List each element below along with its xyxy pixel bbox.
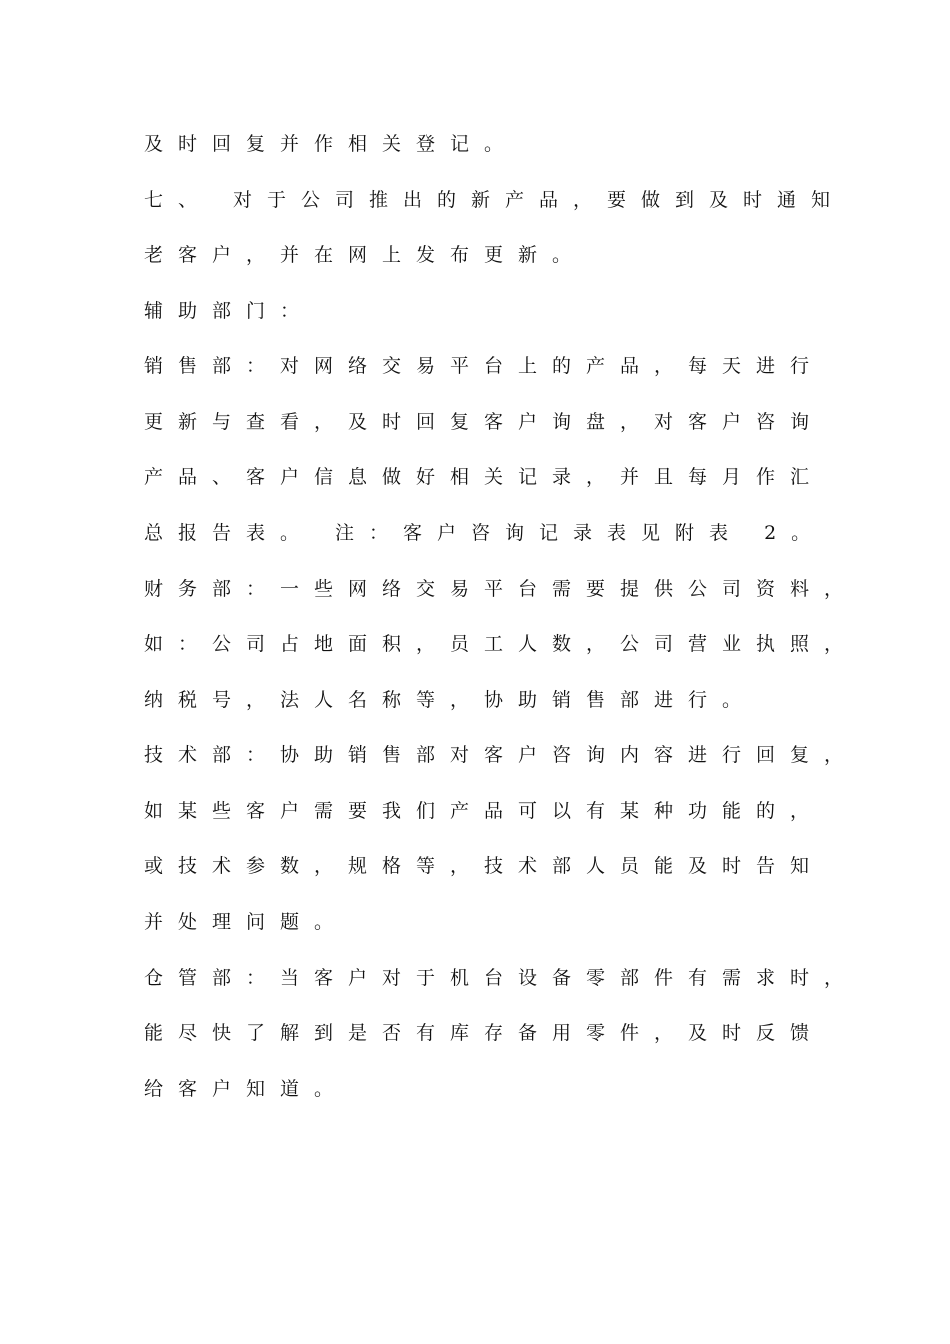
text-line: 更新与查看，及时回复客户询盘，对客户咨询 [144,411,825,433]
text-line: 给客户知道。 [144,1078,349,1100]
text-line: 仓管部：当客户对于机台设备零部件有需求时， [144,967,859,989]
text-line: 老客户，并在网上发布更新。 [144,244,587,266]
text-line: 或技术参数，规格等，技术部人员能及时告知 [144,855,825,877]
text-line: 如：公司占地面积，员工人数，公司营业执照， [144,633,859,655]
text-line: 技术部：协助销售部对客户咨询内容进行回复， [144,744,859,766]
text-line: 产品、客户信息做好相关记录，并且每月作汇 [144,466,825,488]
text-line: 及时回复并作相关登记。 [144,133,519,155]
text-line: 能尽快了解到是否有库存备用零件，及时反馈 [144,1022,825,1044]
text-line: 如某些客户需要我们产品可以有某种功能的， [144,800,825,822]
text-line: 纳税号，法人名称等，协助销售部进行。 [144,689,757,711]
section-heading: 辅助部门： [144,300,315,322]
text-line: 七、 对于公司推出的新产品，要做到及时通知 [144,189,846,211]
text-line: 总报告表。 注：客户咨询记录表见附表 2。 [144,522,826,544]
text-line: 并处理问题。 [144,911,349,933]
text-line: 销售部：对网络交易平台上的产品，每天进行 [144,355,825,377]
text-line: 财务部：一些网络交易平台需要提供公司资料， [144,578,859,600]
